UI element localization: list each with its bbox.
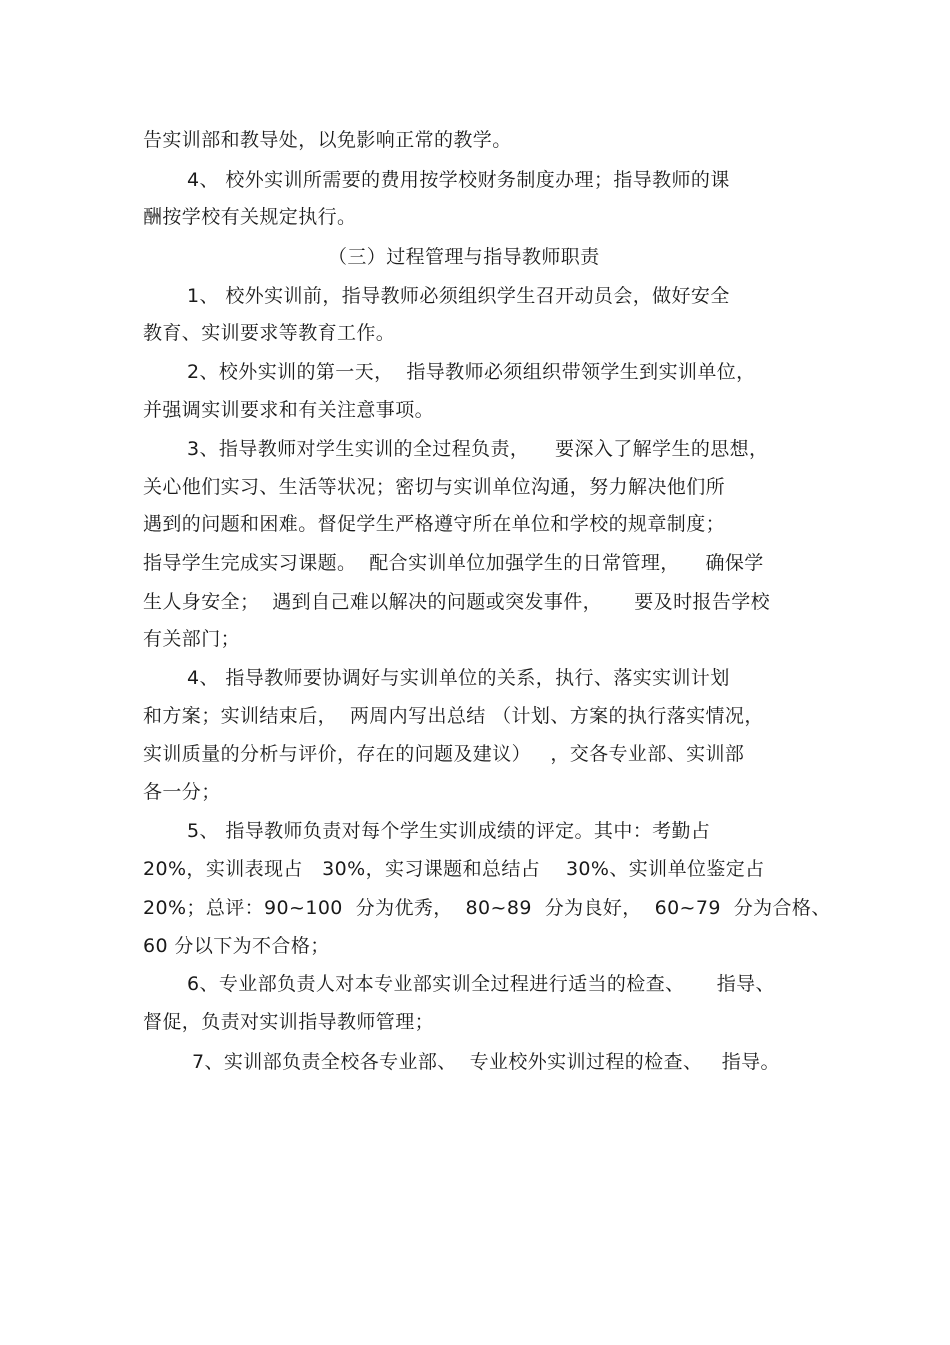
text-line: 指导学生完成实习课题。 配合实训单位加强学生的日常管理， 确保学: [143, 552, 764, 574]
text-line: 4、 校外实训所需要的费用按学校财务制度办理；指导教师的课: [187, 169, 730, 191]
text-line: 20%；总评：90~100 分为优秀， 80~89 分为良好， 60~79 分为合格、: [143, 897, 831, 919]
text-line: 5、 指导教师负责对每个学生实训成绩的评定。其中：考勤占: [187, 820, 711, 842]
text-line: 6、专业部负责人对本专业部实训全过程进行适当的检查、 指导、: [187, 973, 775, 995]
text-line: 遇到的问题和困难。督促学生严格遵守所在单位和学校的规章制度；: [143, 513, 726, 535]
text-line: 督促，负责对实训指导教师管理；: [143, 1011, 435, 1033]
text-line: 7、实训部负责全校各专业部、 专业校外实训过程的检查、 指导。: [192, 1051, 780, 1073]
text-line: 生人身安全； 遇到自己难以解决的问题或突发事件， 要及时报告学校: [143, 591, 771, 613]
text-line: 3、指导教师对学生实训的全过程负责， 要深入了解学生的思想，: [187, 438, 769, 460]
text-line: 和方案；实训结束后， 两周内写出总结 （计划、方案的执行落实情况，: [143, 705, 764, 727]
text-line: 各一分；: [143, 781, 221, 803]
text-line: 教育、实训要求等教育工作。: [143, 322, 396, 344]
text-line: 告实训部和教导处，以免影响正常的教学。: [143, 129, 512, 151]
text-line: 并强调实训要求和有关注意事项。: [143, 399, 435, 421]
text-line: 1、 校外实训前，指导教师必须组织学生召开动员会，做好安全: [187, 285, 730, 307]
text-line: 酬按学校有关规定执行。: [143, 206, 357, 228]
text-line: 实训质量的分析与评价，存在的问题及建议） ，交各专业部、实训部: [143, 743, 745, 765]
section-heading: （三）过程管理与指导教师职责: [328, 246, 600, 268]
text-line: 2、校外实训的第一天， 指导教师必须组织带领学生到实训单位，: [187, 361, 756, 383]
text-line: 60 分以下为不合格；: [143, 935, 330, 957]
text-line: 20%，实训表现占 30%，实习课题和总结占 30%、实训单位鉴定占: [143, 858, 765, 880]
text-line: 有关部门；: [143, 628, 241, 650]
text-line: 关心他们实习、生活等状况；密切与实训单位沟通，努力解决他们所: [143, 476, 726, 498]
text-line: 4、 指导教师要协调好与实训单位的关系，执行、落实实训计划: [187, 667, 730, 689]
